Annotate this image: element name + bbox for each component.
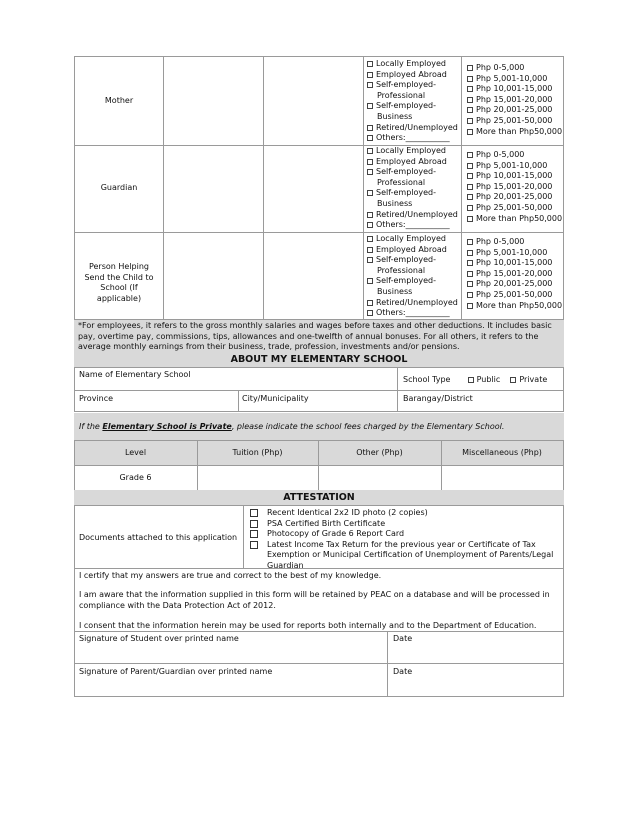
doc-item: PSA Certified Birth Certificate [267,518,386,528]
employment-option-label: Self-employed- [376,276,437,286]
employment-checkbox[interactable] [367,212,373,218]
employment-option [367,245,461,256]
income-option-label: Php 20,001-25,000 [476,279,553,289]
employment-option-label: Locally Employed [376,146,447,155]
employment-option-label: Retired/Unemployed [376,209,458,219]
employment-options-guardian [367,146,461,231]
employment-option-cont [367,112,461,123]
income-option-label: Php 0-5,000 [476,63,525,72]
income-options-guardian [467,150,563,224]
employment-option [367,298,461,309]
employment-checkbox[interactable] [367,135,373,141]
income-checkbox[interactable] [467,194,473,200]
income-checkbox[interactable] [467,250,473,256]
income-option [467,192,563,203]
employment-option-cont [367,266,461,277]
income-option [467,214,563,225]
employment-checkbox[interactable] [367,310,373,316]
barangay-label: Barangay/District [403,394,473,403]
city-label: City/Municipality [242,394,309,403]
employment-checkbox[interactable] [367,125,373,131]
income-option-label: Php 5,001-10,000 [476,73,548,83]
income-option [467,248,563,259]
misc-input[interactable] [442,466,562,489]
income-note: *For employees, it refers to the gross monthly salaries and wages before taxes and other deductions. It includes basic pay, overtime pay, commissions, tips, allowances and one-twelfth of annual bonuses. For all others, it refers to the average monthly earnings from their business, trade, profession, investments and/or pensions. [78,321,552,351]
income-checkbox[interactable] [467,76,473,82]
income-checkbox[interactable] [467,118,473,124]
grade-level: Grade 6 [119,473,152,482]
private-label: Private [519,375,548,384]
doc-item: Recent Identical 2x2 ID photo (2 copies) [267,508,428,517]
employment-option [367,101,461,112]
employment-option-label: Others:___________ [376,308,450,318]
employment-option-cont [367,199,461,210]
employment-option [367,123,461,134]
doc-checkbox[interactable] [250,509,258,517]
employment-option-label: Business [377,286,413,296]
date-label-parent: Date [393,667,413,676]
public-checkbox[interactable] [468,377,474,383]
other-input[interactable] [319,466,440,489]
row-label-guardian: Guardian [100,183,138,192]
income-checkbox[interactable] [467,292,473,298]
income-option [467,237,563,248]
income-option [467,182,563,193]
employment-option [367,146,461,157]
employment-checkbox[interactable] [367,103,373,109]
income-option [467,150,563,161]
employment-option-label: Business [377,198,413,208]
employment-checkbox[interactable] [367,278,373,284]
employment-option [367,234,461,245]
sig-parent-label: Signature of Parent/Guardian over printed name [79,667,273,676]
income-checkbox[interactable] [467,163,473,169]
doc-checkbox[interactable] [250,541,258,549]
income-options-helper [467,237,563,311]
consent-text: I consent that the information herein may be used for reports both internally and to the Department of Education. [79,621,537,630]
income-option-label: More than Php50,000 [476,126,563,136]
doc-checkbox[interactable] [250,520,258,528]
employment-option [367,210,461,221]
income-option [467,301,563,312]
tuition-input[interactable] [198,466,317,489]
income-option [467,105,563,116]
income-option-label: Php 25,001-50,000 [476,289,553,299]
employment-options-helper [367,234,461,319]
col-level: Level [124,448,147,457]
income-option [467,269,563,280]
employment-option [367,59,461,70]
income-option [467,84,563,95]
employment-option [367,188,461,199]
income-option [467,171,563,182]
attestation-heading: ATTESTATION [283,492,355,503]
income-checkbox[interactable] [467,271,473,277]
col-misc: Miscellaneous (Php) [462,448,542,457]
employment-checkbox[interactable] [367,72,373,78]
row-label-helper: Person Helping Send the Child to School (If applicable) [84,262,154,303]
row-label-mother: Mother [104,96,134,105]
school-type-label: School Type [403,375,451,384]
school-name-label: Name of Elementary School [79,370,191,379]
income-option-label: Php 15,001-20,000 [476,268,553,278]
employment-checkbox[interactable] [367,159,373,165]
doc-item: Latest Income Tax Return for the previous year or Certificate of Tax Exemption or Municipal Certification of Unemployment of Parents/Legal Guardian [267,539,554,570]
employment-option-label: Self-employed- [376,255,437,265]
employment-option-label: Locally Employed [376,59,447,68]
employment-option [367,220,461,231]
employment-option-label: Business [377,111,413,121]
aware-text: I am aware that the information supplied in this form will be retained by PEAC on a database and will be processed in compliance with the Data Protection Act of 2012. [79,590,550,610]
income-checkbox[interactable] [467,260,473,266]
employment-checkbox[interactable] [367,148,373,154]
income-checkbox[interactable] [467,239,473,245]
income-option-label: Php 0-5,000 [476,237,525,246]
employment-option-label: Retired/Unemployed [376,122,458,132]
employment-option-label: Retired/Unemployed [376,297,458,307]
employment-option-label: Others:___________ [376,133,450,143]
col-tuition: Tuition (Php) [232,448,283,457]
employment-option-label: Self-employed- [376,101,437,111]
employment-option-label: Others:___________ [376,220,450,230]
income-option [467,258,563,269]
employment-option-label: Locally Employed [376,234,447,243]
employment-option [367,167,461,178]
private-note: If the Elementary School is Private, please indicate the school fees charged by the Elementary School. [79,422,505,431]
employment-checkbox[interactable] [367,247,373,253]
employment-option-label: Professional [377,177,426,187]
employment-checkbox[interactable] [367,169,373,175]
income-option-label: Php 25,001-50,000 [476,202,553,212]
documents-label: Documents attached to this application [79,533,238,542]
employment-option-label: Employed Abroad [376,244,447,254]
employment-options-mother [367,59,461,144]
employment-checkbox[interactable] [367,300,373,306]
school-heading: ABOUT MY ELEMENTARY SCHOOL [230,354,408,365]
employment-option [367,255,461,266]
employment-option [367,80,461,91]
income-checkbox[interactable] [467,281,473,287]
income-option [467,74,563,85]
employment-checkbox[interactable] [367,82,373,88]
employment-option-cont [367,91,461,102]
employment-option [367,308,461,319]
province-label: Province [79,394,114,403]
employment-checkbox[interactable] [367,222,373,228]
income-option-label: Php 20,001-25,000 [476,105,553,115]
col-other: Other (Php) [356,448,403,457]
employment-option [367,133,461,144]
income-checkbox[interactable] [467,184,473,190]
employment-option-label: Self-employed- [376,188,437,198]
sig-student-label: Signature of Student over printed name [79,634,239,643]
income-option [467,203,563,214]
income-option [467,161,563,172]
income-checkbox[interactable] [467,107,473,113]
income-checkbox[interactable] [467,129,473,135]
income-option-label: Php 0-5,000 [476,150,525,159]
doc-checkbox[interactable] [250,530,258,538]
income-option-label: Php 10,001-15,000 [476,258,553,268]
employment-option [367,70,461,81]
income-option-label: Php 15,001-20,000 [476,181,553,191]
income-option [467,116,563,127]
employment-checkbox[interactable] [367,190,373,196]
income-option-label: More than Php50,000 [476,213,563,223]
certify-text: I certify that my answers are true and correct to the best of my knowledge. [79,571,382,580]
employment-option [367,276,461,287]
employment-option-label: Employed Abroad [376,156,447,166]
income-checkbox[interactable] [467,65,473,71]
income-option-label: Php 5,001-10,000 [476,160,548,170]
income-checkbox[interactable] [467,173,473,179]
employment-option-label: Self-employed- [376,80,437,90]
income-checkbox[interactable] [467,97,473,103]
doc-checklist [250,508,560,571]
income-option-label: Php 10,001-15,000 [476,84,553,94]
income-option-label: Php 5,001-10,000 [476,247,548,257]
income-option [467,63,563,74]
date-label-student: Date [393,634,413,643]
income-option-label: Php 25,001-50,000 [476,115,553,125]
employment-option-cont [367,287,461,298]
income-checkbox[interactable] [467,216,473,222]
income-checkbox[interactable] [467,205,473,211]
employment-option-label: Professional [377,90,426,100]
income-option [467,290,563,301]
income-option-label: Php 10,001-15,000 [476,171,553,181]
income-option [467,127,563,138]
income-option [467,279,563,290]
employment-checkbox[interactable] [367,236,373,242]
income-checkbox[interactable] [467,86,473,92]
doc-item: Photocopy of Grade 6 Report Card [267,529,405,538]
employment-checkbox[interactable] [367,257,373,263]
public-label: Public [476,375,501,384]
income-options-mother [467,63,563,137]
private-checkbox[interactable] [510,377,516,383]
income-option-label: Php 20,001-25,000 [476,192,553,202]
employment-option-label: Professional [377,265,426,275]
income-checkbox[interactable] [467,303,473,309]
income-checkbox[interactable] [467,152,473,158]
employment-checkbox[interactable] [367,61,373,67]
income-option [467,95,563,106]
income-option-label: More than Php50,000 [476,300,563,310]
employment-option-label: Self-employed- [376,167,437,177]
income-option-label: Php 15,001-20,000 [476,94,553,104]
school-type-field[interactable] [403,375,547,384]
employment-option-cont [367,178,461,189]
employment-option [367,157,461,168]
employment-option-label: Employed Abroad [376,69,447,79]
